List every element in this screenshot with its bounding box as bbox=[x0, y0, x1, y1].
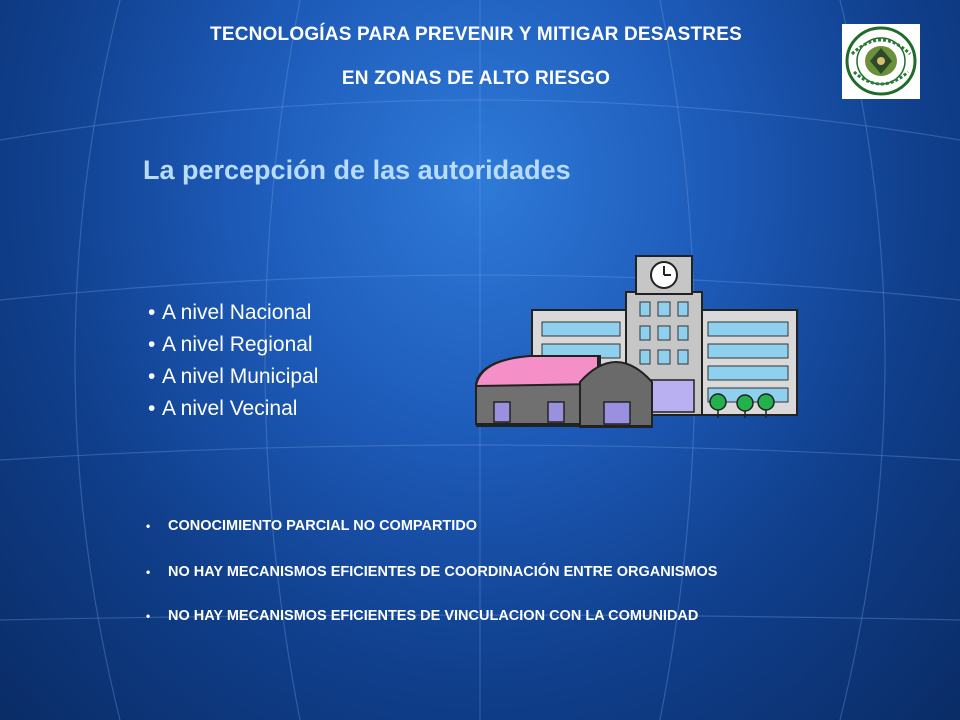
bullet-icon: • bbox=[148, 333, 156, 356]
bullet-icon: • bbox=[146, 519, 151, 533]
list-item bbox=[148, 297, 318, 329]
slide-subtitle: La percepción de las autoridades bbox=[143, 155, 571, 185]
bullet-icon: • bbox=[146, 565, 151, 579]
bullet-icon: • bbox=[148, 397, 156, 420]
bullet-icon: • bbox=[148, 301, 156, 324]
finding-text: NO HAY MECANISMOS EFICIENTES DE VINCULACION CON LA COMUNIDAD bbox=[168, 608, 699, 624]
list-item bbox=[146, 608, 698, 624]
list-item bbox=[148, 361, 318, 393]
level-label: A nivel Municipal bbox=[162, 365, 319, 388]
finding-text: CONOCIMIENTO PARCIAL NO COMPARTIDO bbox=[168, 518, 478, 534]
level-label: A nivel Regional bbox=[162, 333, 313, 356]
list-item bbox=[148, 393, 318, 425]
government-building-icon bbox=[470, 252, 805, 432]
bullet-icon: • bbox=[146, 609, 151, 623]
list-item bbox=[148, 329, 318, 361]
university-seal-icon bbox=[842, 24, 920, 99]
bullet-icon: • bbox=[148, 365, 156, 388]
finding-text: NO HAY MECANISMOS EFICIENTES DE COORDINACIÓN ENTRE ORGANISMOS bbox=[168, 564, 718, 580]
level-label: A nivel Vecinal bbox=[162, 397, 298, 420]
authority-levels-list bbox=[148, 297, 318, 425]
header-title-line-2: EN ZONAS DE ALTO RIESGO bbox=[341, 68, 611, 89]
list-item bbox=[146, 564, 717, 580]
header-title-line-1: TECNOLOGÍAS PARA PREVENIR Y MITIGAR DESASTRES bbox=[210, 24, 742, 45]
level-label: A nivel Nacional bbox=[162, 301, 312, 324]
university-seal-logo bbox=[842, 24, 920, 99]
list-item bbox=[146, 518, 477, 534]
